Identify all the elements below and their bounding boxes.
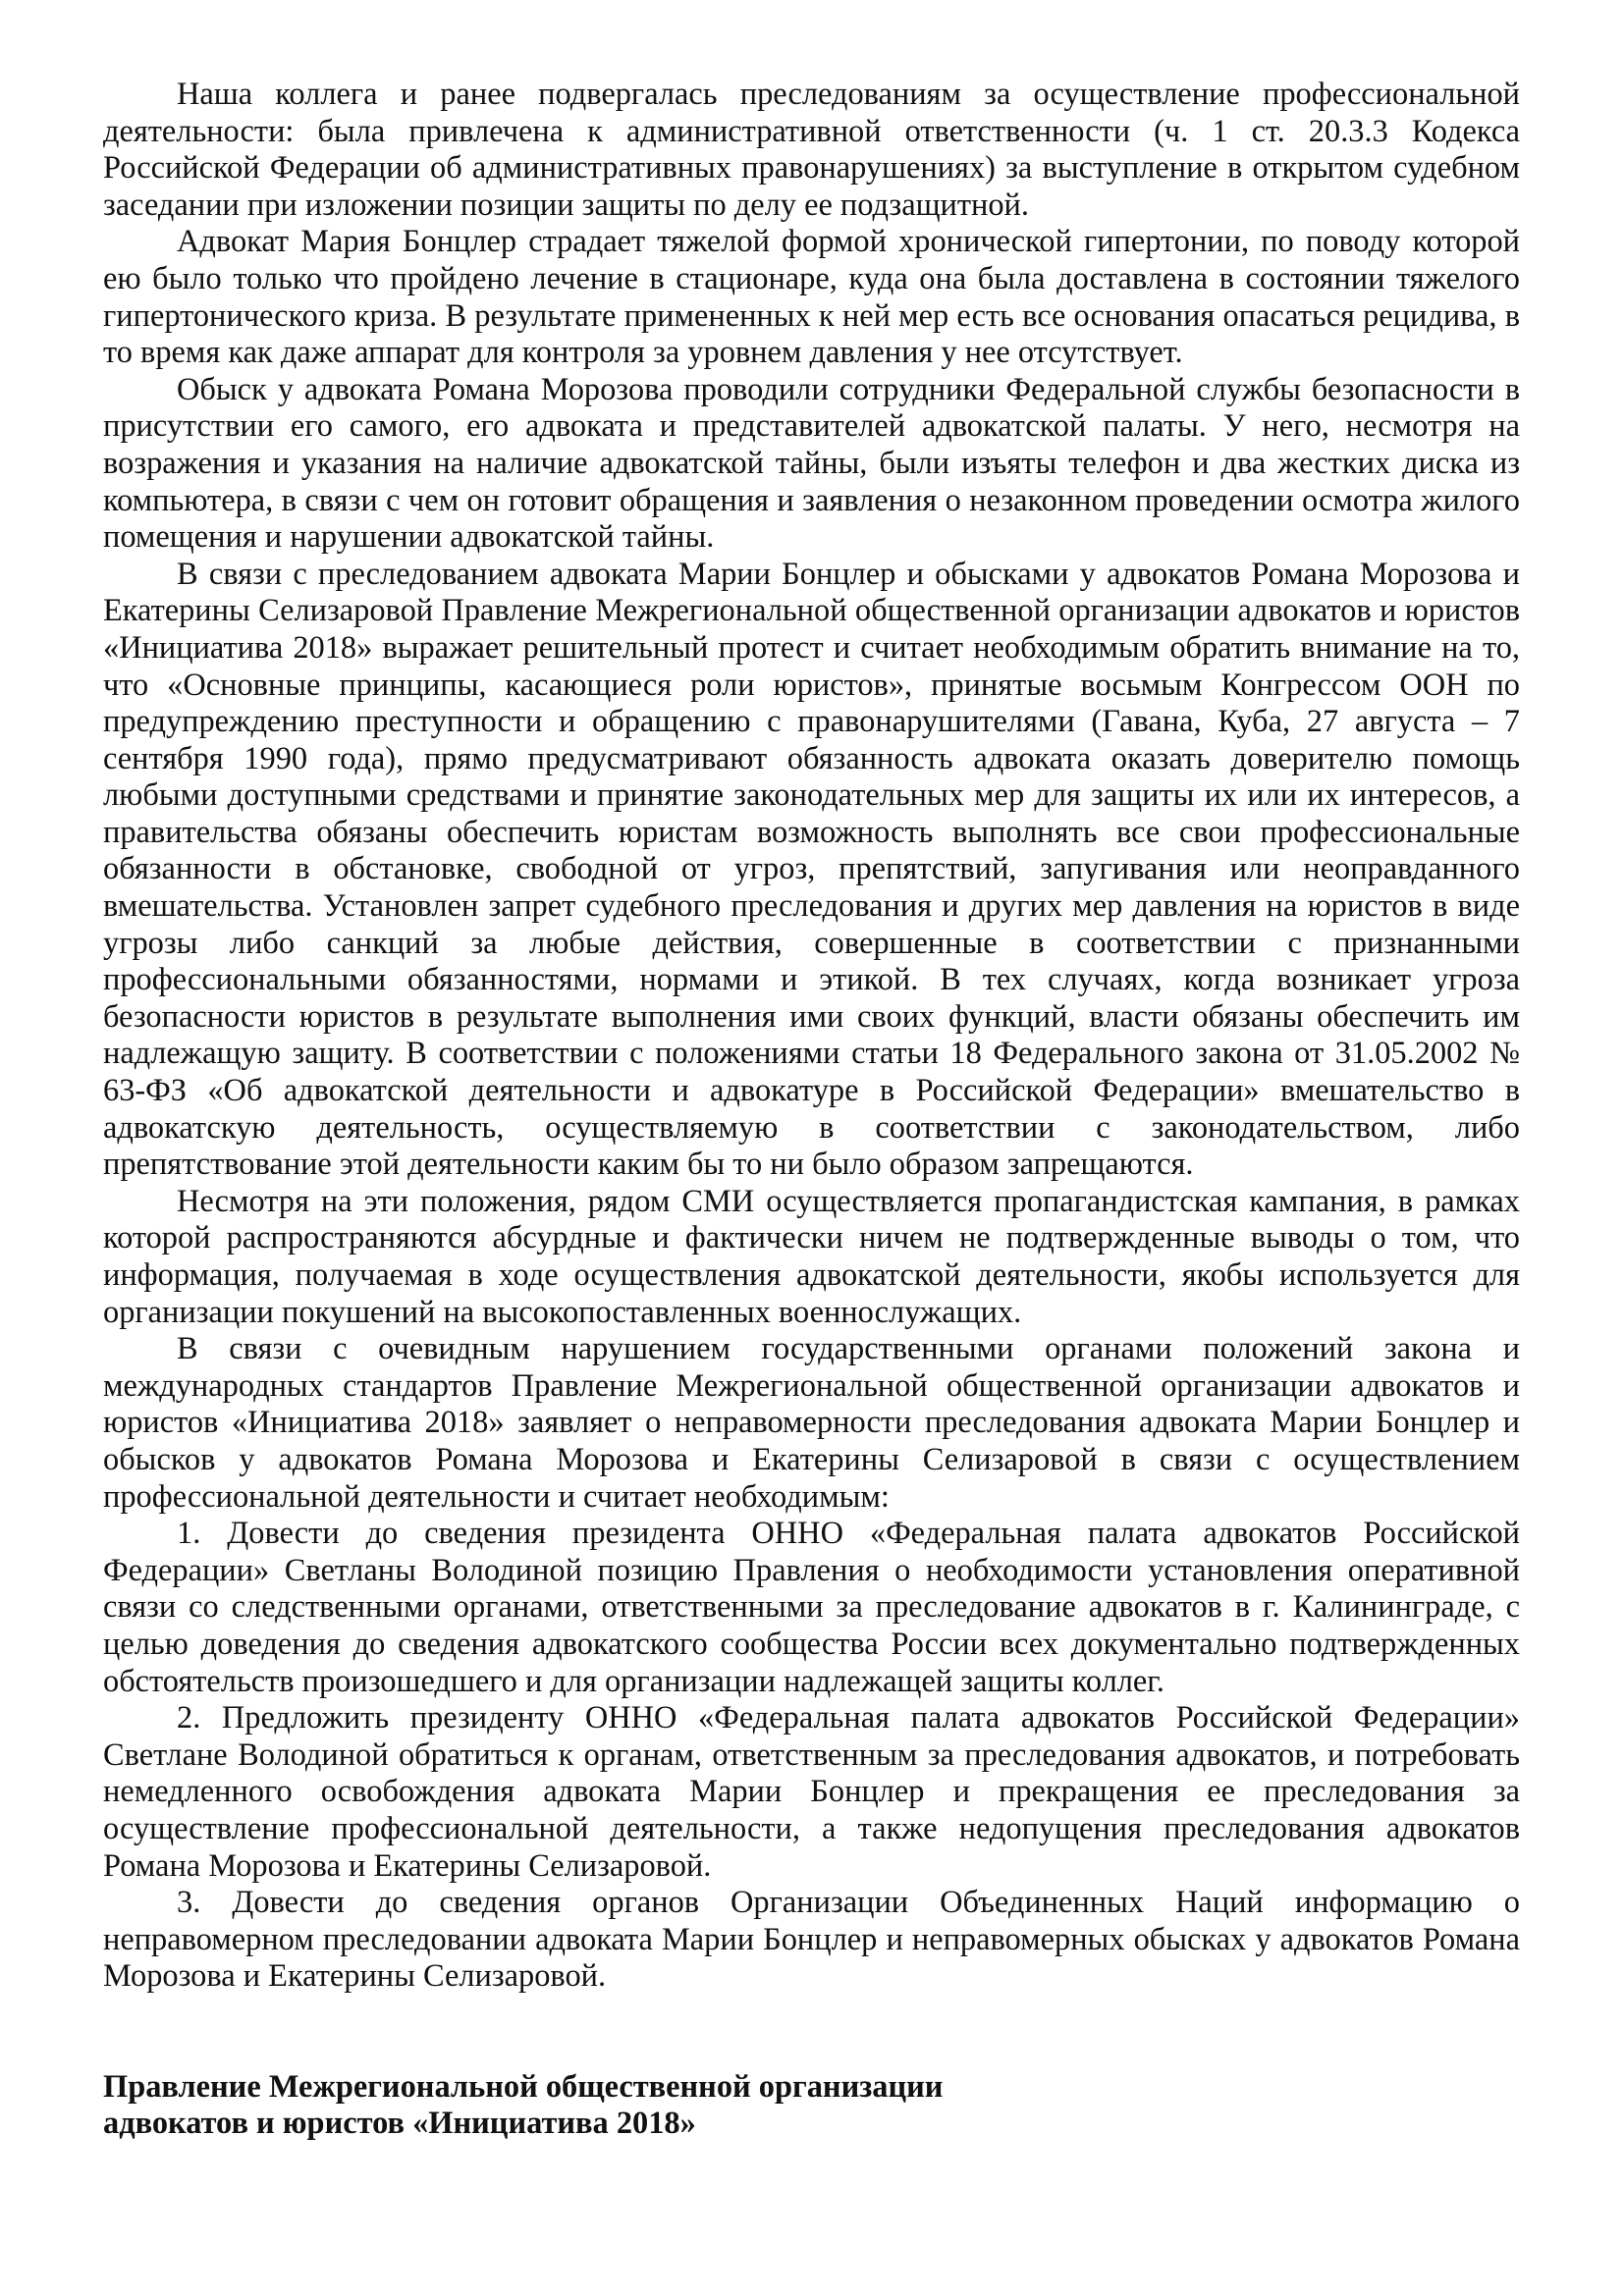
paragraph-statement: В связи с очевидным нарушением государственными органами положений закона и международных стандартов Правление Межрегиональной общественной организации адвокатов и юристов «Инициатива 2018» заявляет о неправомерности преследования адвоката Марии Бонцлер и обысков у адвокатов Романа Морозова и Екатерины Селизаровой в связи с осуществлением профессиональной деятельности и считает необходимым: <box>103 1331 1520 1515</box>
paragraph-search-morozov: Обыск у адвоката Романа Морозова проводили сотрудники Федеральной службы безопасности в присутствии его самого, его адвоката и представителей адвокатской палаты. У него, несмотря на возражения и указания на наличие адвокатской тайны, были изъяты телефон и два жестких диска из компьютера, в связи с чем он готовит обращения и заявления о незаконном проведении осмотра жилого помещения и нарушении адвокатской тайны. <box>103 371 1520 556</box>
list-item-3: 3. Довести до сведения органов Организации Объединенных Наций информацию о неправомерном преследовании адвоката Марии Бонцлер и неправомерных обысках у адвокатов Романа Морозова и Екатерины Селизаровой. <box>103 1885 1520 1995</box>
list-item-1: 1. Довести до сведения президента ОННО «Федеральная палата адвокатов Российской Федерации» Светланы Володиной позицию Правления о необходимости установления оперативной связи со следственными органами, ответственными за преследование адвокатов в г. Калининграде, с целью доведения до сведения адвокатского сообщества России всех документально подтвержденных обстоятельств произошедшего и для организации надлежащей защиты коллег. <box>103 1516 1520 1699</box>
signature-block <box>103 2069 1520 2143</box>
document-page <box>103 77 1520 2143</box>
list-item-2: 2. Предложить президенту ОННО «Федеральная палата адвокатов Российской Федерации» Светлане Володиной обратиться к органам, ответственным за преследования адвокатов, и потребовать немедленного освобождения адвоката Марии Бонцлер и прекращения ее преследования за осуществление профессиональной деятельности, а также недопущения преследования адвокатов Романа Морозова и Екатерины Селизаровой. <box>103 1700 1520 1884</box>
paragraph-media-campaign: Несмотря на эти положения, рядом СМИ осуществляется пропагандистская кампания, в рамках которой распространяются абсурдные и фактически ничем не подтвержденные выводы о том, что информация, получаемая в ходе осуществления адвокатской деятельности, якобы используется для организации покушений на высокопоставленных военнослужащих. <box>103 1183 1520 1330</box>
paragraph-prior-persecution: Наша коллега и ранее подвергалась преследованиям за осуществление профессиональной деятельности: была привлечена к административной ответственности (ч. 1 ст. 20.3.3 Кодекса Российской Федерации об административных правонарушениях) за выступление в открытом судебном заседании при изложении позиции защиты по делу ее подзащитной. <box>103 77 1520 223</box>
signature-line-1: Правление Межрегиональной общественной организации <box>103 2068 944 2105</box>
paragraph-protest: В связи с преследованием адвоката Марии Бонцлер и обысками у адвокатов Романа Морозова и Екатерины Селизаровой Правление Межрегиональной общественной организации адвокатов и юристов «Инициатива 2018» выражает решительный протест и считает необходимым обратить внимание на то, что «Основные принципы, касающиеся роли юристов», принятые восьмым Конгрессом ООН по предупреждению преступности и обращению с правонарушителями (Гавана, Куба, 27 августа – 7 сентября 1990 года), прямо предусматривают обязанность адвоката оказать доверителю помощь любыми доступными средствами и принятие законодательных мер для защиты их или их интересов, а правительства обязаны обеспечить юристам возможность выполнять все свои профессиональные обязанности в обстановке, свободной от угроз, препятствий, запугивания или неоправданного вмешательства. Установлен запрет судебного преследования и других мер давления на юристов в виде угрозы либо санкций за любые действия, совершенные в соответствии с признанными профессиональными обязанностями, нормами и этикой. В тех случаях, когда возникает угроза безопасности юристов в результате выполнения ими своих функций, власти обязаны обеспечить им надлежащую защиту. В соответствии с положениями статьи 18 Федерального закона от 31.05.2002 № 63-ФЗ «Об адвокатской деятельности и адвокатуре в Российской Федерации» вмешательство в адвокатскую деятельность, осуществляемую в соответствии с законодательством, либо препятствование этой деятельности каким бы то ни было образом запрещаются. <box>103 556 1520 1183</box>
signature-line-2: адвокатов и юристов «Инициатива 2018» <box>103 2106 696 2142</box>
paragraph-health-condition: Адвокат Мария Бонцлер страдает тяжелой формой хронической гипертонии, по поводу которой ею было только что пройдено лечение в стационаре, куда она была доставлена в состоянии тяжелого гипертонического криза. В результате примененных к ней мер есть все основания опасаться рецидива, в то время как даже аппарат для контроля за уровнем давления у нее отсутствует. <box>103 224 1520 371</box>
